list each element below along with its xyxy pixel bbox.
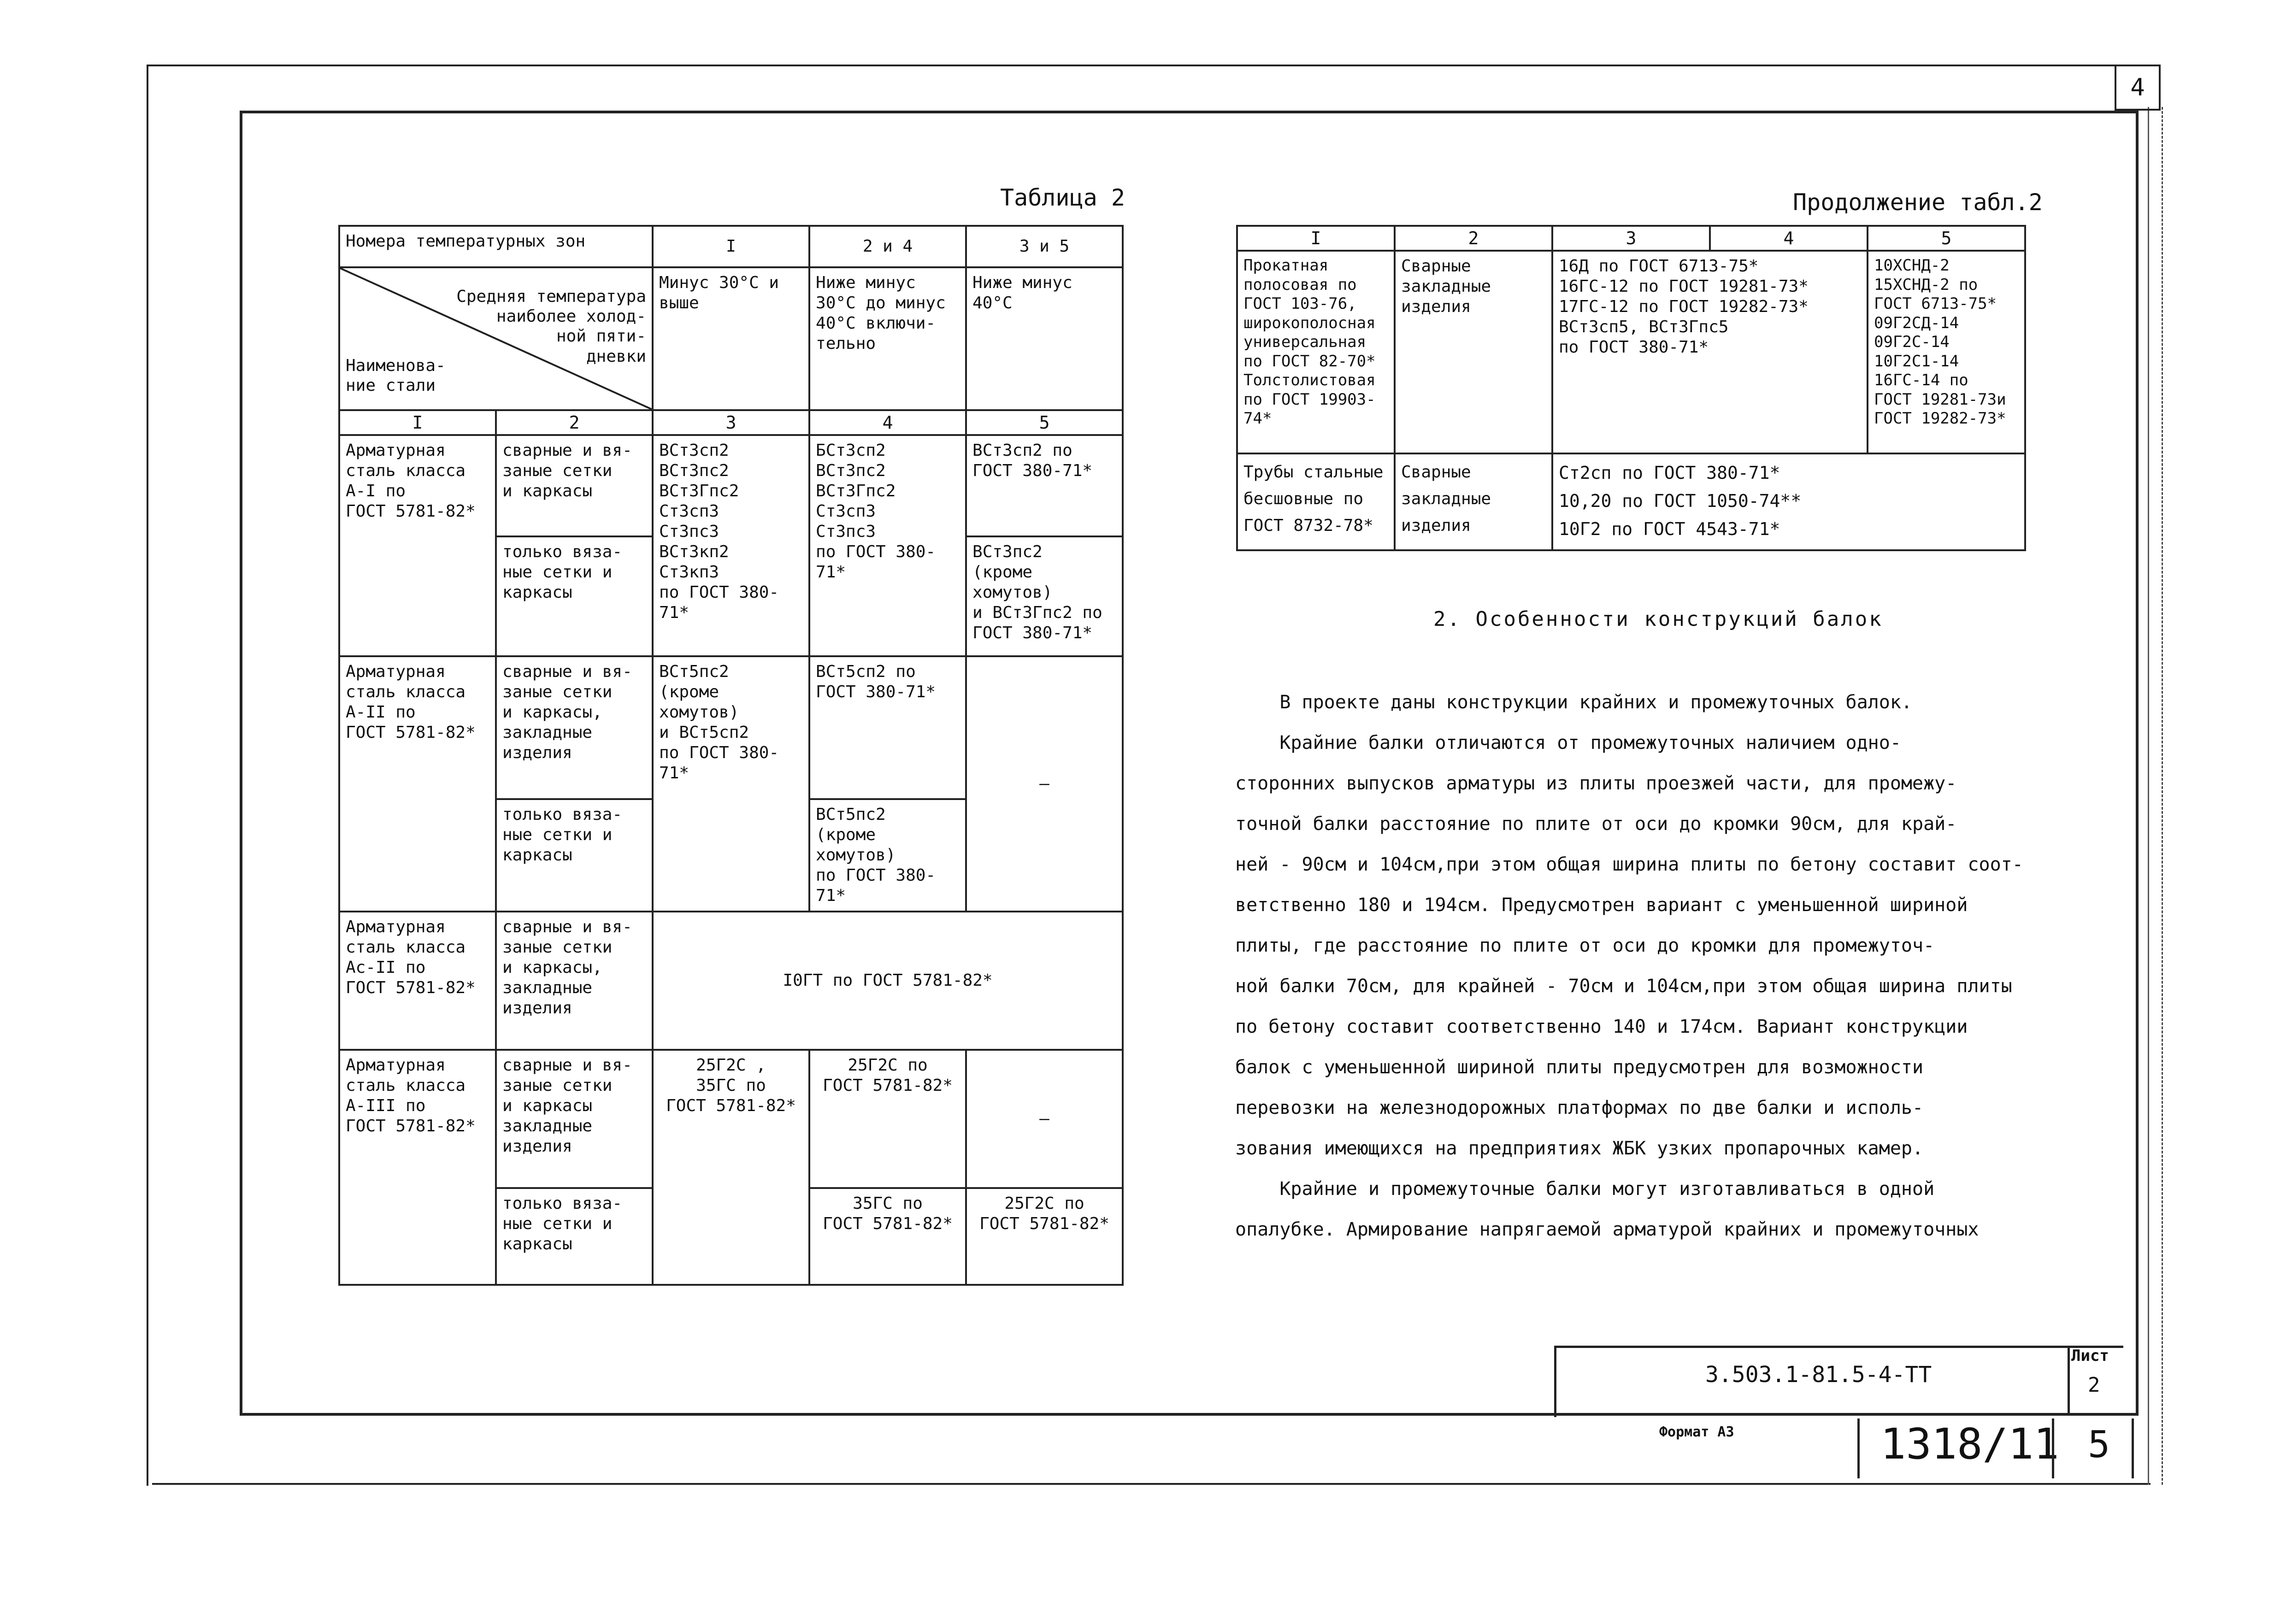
paragraph-line: В проекте даны конструкции крайних и промежуточных балок. bbox=[1235, 692, 1913, 713]
paragraph-line: ней - 90см и 104см,при этом общая ширина плиты по бетону составит соот- bbox=[1235, 854, 2023, 875]
paragraph-line: Крайние и промежуточные балки могут изготавливаться в одной bbox=[1235, 1178, 1935, 1200]
steel-ac2-usage: сварные и вя- заные сетки и каркасы, закладные изделия bbox=[496, 912, 653, 1050]
col-number-3: 3 bbox=[653, 410, 809, 435]
frame-right-edge bbox=[2148, 107, 2149, 1485]
table2-continuation-caption: Продолжение табл.2 bbox=[1793, 189, 2043, 216]
paragraph-line: перевозки на железнодорожных платформах по две балки и исполь- bbox=[1235, 1097, 1924, 1118]
steel-a2-usage-tied: только вяза- ные сетки и каркасы bbox=[496, 799, 653, 912]
steel-a3-name: Арматурная сталь класса А-III по ГОСТ 5781-82* bbox=[339, 1050, 496, 1285]
table2-caption: Таблица 2 bbox=[1000, 184, 1125, 211]
archive-divider-left bbox=[1857, 1418, 1860, 1478]
steel-a1-usage-tied: только вяза- ные сетки и каркасы bbox=[496, 536, 653, 656]
temp-zone-1: Минус 30°С и выше bbox=[653, 267, 809, 410]
steel-a1-zone35-tied: ВСт3пс2 (кроме хомутов) и ВСт3Гпс2 по ГОСТ 380-71* bbox=[966, 536, 1123, 656]
steel-a3-zone1: 25Г2С , 35ГС по ГОСТ 5781-82* bbox=[653, 1050, 809, 1285]
paragraph-line: балок с уменьшенной шириной плиты предусмотрен для возможности bbox=[1235, 1057, 1924, 1078]
page-index: 5 bbox=[2088, 1423, 2110, 1466]
title-block-divider bbox=[2068, 1346, 2070, 1415]
cont-col-number-4: 4 bbox=[1710, 226, 1868, 251]
steel-a2-name: Арматурная сталь класса А-II по ГОСТ 5781-82* bbox=[339, 656, 496, 912]
avg-temperature-label: Средняя температура наиболее холод- ной пяти- дневки bbox=[456, 287, 647, 366]
diagonal-header-cell bbox=[339, 267, 653, 410]
cont-col-number-1: I bbox=[1237, 226, 1395, 251]
seamless-pipes-usage: Сварные закладные изделия bbox=[1395, 453, 1552, 550]
seamless-pipes-grades: Ст2сп по ГОСТ 380-71* 10,20 по ГОСТ 1050-74** 10Г2 по ГОСТ 4543-71* bbox=[1552, 453, 2025, 550]
archive-number: 1318/11 bbox=[1880, 1419, 2059, 1469]
steel-a3-zone24-tied: 35ГС по ГОСТ 5781-82* bbox=[809, 1188, 966, 1285]
col-number-5: 5 bbox=[966, 410, 1123, 435]
steel-a2-zone1: ВСт5пс2 (кроме хомутов) и ВСт5сп2 по ГОСТ 380-71* bbox=[653, 656, 809, 912]
steel-a1-zone1: ВСт3сп2 ВСт3пс2 ВСт3Гпс2 Ст3сп3 Ст3пс3 ВСт3кп2 Ст3кп3 по ГОСТ 380-71* bbox=[653, 435, 809, 656]
table2 bbox=[338, 225, 1124, 1286]
paragraph-line: сторонних выпусков арматуры из плиты проезжей части, для промежу- bbox=[1235, 773, 1957, 794]
archive-divider-mid bbox=[2052, 1418, 2054, 1478]
steel-a2-usage-welded: сварные и вя- заные сетки и каркасы, закладные изделия bbox=[496, 656, 653, 799]
zone-35-header: 3 и 5 bbox=[966, 226, 1123, 267]
section-body bbox=[1235, 682, 2023, 1250]
steel-a2-zone24-welded: ВСт5сп2 по ГОСТ 380-71* bbox=[809, 656, 966, 799]
paragraph-line: ветственно 180 и 194см. Предусмотрен вариант с уменьшенной шириной bbox=[1235, 894, 1968, 916]
archive-divider-right bbox=[2132, 1418, 2134, 1478]
temp-zone-24: Ниже минус 30°С до минус 40°С включи- тельно bbox=[809, 267, 966, 410]
temp-zone-35: Ниже минус 40°С bbox=[966, 267, 1123, 410]
steel-name-label: Наименова- ние стали bbox=[346, 356, 446, 395]
seamless-pipes-type: Трубы стальные бесшовные по ГОСТ 8732-78* bbox=[1237, 453, 1395, 550]
steel-a1-usage-welded: сварные и вя- заные сетки и каркасы bbox=[496, 435, 653, 536]
rolled-steel-usage: Сварные закладные изделия bbox=[1395, 251, 1552, 453]
zones-title-cell: Номера температурных зон bbox=[339, 226, 653, 267]
steel-a3-usage-tied: только вяза- ные сетки и каркасы bbox=[496, 1188, 653, 1285]
steel-a3-zone35-tied: 25Г2С по ГОСТ 5781-82* bbox=[966, 1188, 1123, 1285]
steel-a1-name: Арматурная сталь класса А-I по ГОСТ 5781-82* bbox=[339, 435, 496, 656]
steel-a3-zone35-welded: — bbox=[966, 1050, 1123, 1188]
paragraph-line: Крайние балки отличаются от промежуточных наличием одно- bbox=[1235, 732, 1901, 753]
steel-a2-zone35: — bbox=[966, 656, 1123, 912]
steel-ac2-all-zones: I0ГТ по ГОСТ 5781-82* bbox=[653, 912, 1123, 1050]
paragraph-line: зования имеющихся на предприятиях ЖБК узких пропарочных камер. bbox=[1235, 1138, 1924, 1159]
col-number-2: 2 bbox=[496, 410, 653, 435]
steel-a1-zone35-welded: ВСт3сп2 по ГОСТ 380-71* bbox=[966, 435, 1123, 536]
steel-ac2-name: Арматурная сталь класса Ас-II по ГОСТ 5781-82* bbox=[339, 912, 496, 1050]
page-number-box: 4 bbox=[2115, 65, 2161, 111]
paragraph-line: ной балки 70см, для крайней - 70см и 104см,при этом общая ширина плиты bbox=[1235, 976, 2012, 997]
zone-1-header: I bbox=[653, 226, 809, 267]
cut-line bbox=[2162, 107, 2163, 1485]
sheet-number: 2 bbox=[2088, 1373, 2100, 1397]
rolled-steel-zones-1-4: 16Д по ГОСТ 6713-75* 16ГС-12 по ГОСТ 19281-73* 17ГС-12 по ГОСТ 19282-73* ВСт3сп5, ВСт3Гпс5 по ГОСТ 380-71* bbox=[1552, 251, 1868, 453]
document-code: 3.503.1-81.5-4-ТТ bbox=[1705, 1362, 1932, 1388]
steel-a1-zone24: БСт3сп2 ВСт3пс2 ВСт3Гпс2 Ст3сп3 Ст3пс3 по ГОСТ 380-71* bbox=[809, 435, 966, 656]
paragraph-line: точной балки расстояние по плите от оси до кромки 90см, для край- bbox=[1235, 813, 1957, 835]
rolled-steel-zone-5: 10ХСНД-2 15ХСНД-2 по ГОСТ 6713-75* 09Г2СД-14 09Г2С-14 10Г2С1-14 16ГС-14 по ГОСТ 19281-73и ГОСТ 19282-73* bbox=[1868, 251, 2025, 453]
sheet-label: Лист bbox=[2071, 1347, 2109, 1365]
steel-a3-zone24-welded: 25Г2С по ГОСТ 5781-82* bbox=[809, 1050, 966, 1188]
table2-continuation bbox=[1236, 225, 2026, 551]
paragraph-line: плиты, где расстояние по плите от оси до кромки для промежуточ- bbox=[1235, 935, 1935, 956]
cont-col-number-5: 5 bbox=[1868, 226, 2025, 251]
format-label: Формат А3 bbox=[1659, 1424, 1734, 1440]
outer-frame-bottom-line bbox=[152, 1483, 2151, 1485]
zone-24-header: 2 и 4 bbox=[809, 226, 966, 267]
cont-col-number-2: 2 bbox=[1395, 226, 1552, 251]
steel-a2-zone24-tied: ВСт5пс2 (кроме хомутов) по ГОСТ 380-71* bbox=[809, 799, 966, 912]
col-number-4: 4 bbox=[809, 410, 966, 435]
paragraph-line: по бетону составит соответственно 140 и 174см. Вариант конструкции bbox=[1235, 1016, 1968, 1037]
rolled-steel-type: Прокатная полосовая по ГОСТ 103-76, широкополосная универсальная по ГОСТ 82-70* Толстолистовая по ГОСТ 19903-74* bbox=[1237, 251, 1395, 453]
paragraph-line: опалубке. Армирование напрягаемой арматурой крайних и промежуточных bbox=[1235, 1219, 1979, 1240]
steel-a3-usage-welded: сварные и вя- заные сетки и каркасы закладные изделия bbox=[496, 1050, 653, 1188]
col-number-1: I bbox=[339, 410, 496, 435]
section-heading: 2. Особенности конструкций балок bbox=[1433, 607, 1883, 631]
cont-col-number-3: 3 bbox=[1552, 226, 1710, 251]
